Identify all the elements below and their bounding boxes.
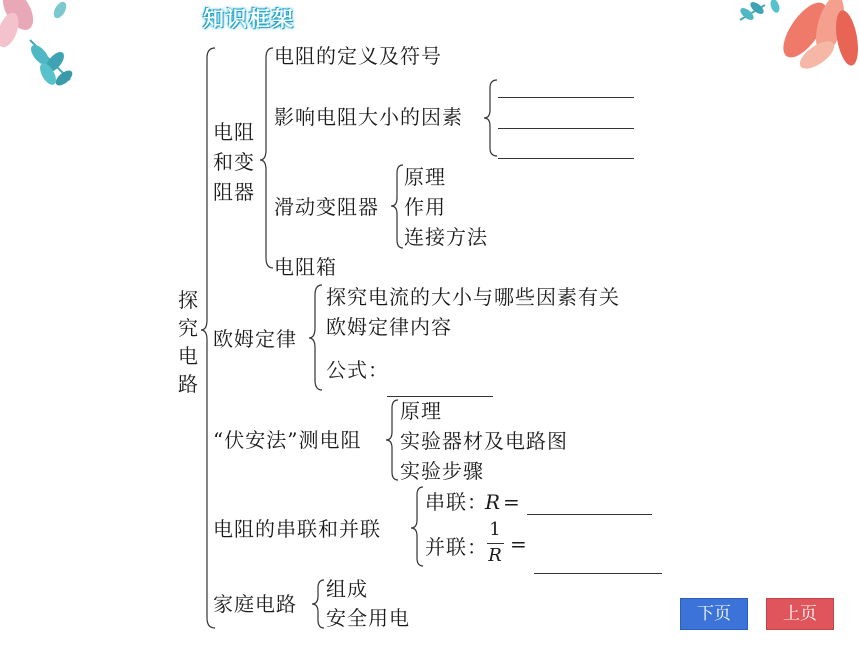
factor-blank-3	[498, 158, 634, 159]
resistor-label-3: 阻器	[213, 180, 255, 204]
root-label-2: 究	[178, 316, 198, 340]
brace-rheostat	[391, 165, 403, 248]
resistance-box: 电阻箱	[274, 255, 337, 279]
resistor-label-1: 电阻	[213, 120, 255, 144]
factor-blank-2	[498, 128, 634, 129]
parallel-eq: =	[510, 532, 528, 556]
prev-page-button[interactable]: 上页	[766, 598, 834, 630]
series-eq: =	[503, 490, 521, 514]
rheostat-connection: 连接方法	[404, 225, 488, 249]
ohm-content: 欧姆定律内容	[326, 315, 452, 339]
parallel-prefix: 并联：	[425, 535, 488, 559]
fraction-denominator: R	[488, 545, 502, 566]
ohm-explore: 探究电流的大小与哪些因素有关	[326, 285, 620, 309]
brace-voltammeter	[386, 400, 398, 480]
factor-blank-1	[498, 97, 634, 98]
rheostat-label: 滑动变阻器	[274, 195, 379, 219]
series-parallel-label: 电阻的串联和并联	[213, 517, 381, 541]
root-label-1: 探	[178, 288, 198, 312]
home-composition: 组成	[326, 577, 368, 601]
brace-resistor	[260, 48, 273, 268]
resistor-factors: 影响电阻大小的因素	[274, 105, 463, 129]
series-r: R	[485, 490, 502, 514]
parallel-blank	[534, 573, 662, 574]
brace-ohm	[309, 285, 322, 390]
root-label-4: 路	[178, 372, 198, 396]
brace-factors	[484, 80, 497, 156]
series-blank	[527, 514, 652, 515]
series-prefix: 串联：	[425, 490, 488, 514]
next-page-button[interactable]: 下页	[680, 598, 748, 630]
home-safety: 安全用电	[326, 606, 410, 630]
rheostat-principle: 原理	[404, 165, 446, 189]
voltammeter-steps: 实验步骤	[400, 459, 484, 483]
resistor-label-2: 和变	[213, 150, 255, 174]
fraction-numerator: 1	[489, 519, 501, 540]
voltammeter-label: “伏安法”测电阻	[213, 428, 362, 452]
root-label-3: 电	[178, 344, 198, 368]
resistor-definition: 电阻的定义及符号	[274, 44, 442, 68]
rheostat-function: 作用	[404, 195, 446, 219]
brace-home	[312, 580, 324, 628]
formula-blank	[387, 396, 493, 397]
voltammeter-principle: 原理	[400, 399, 442, 423]
brace-series	[411, 487, 423, 566]
ohm-formula: 公式：	[326, 358, 389, 382]
voltammeter-equipment: 实验器材及电路图	[400, 429, 568, 453]
page-title: 知识框架	[203, 7, 295, 31]
fraction-bar	[487, 543, 504, 544]
ohm-label: 欧姆定律	[213, 327, 297, 351]
home-circuit-label: 家庭电路	[213, 592, 297, 616]
